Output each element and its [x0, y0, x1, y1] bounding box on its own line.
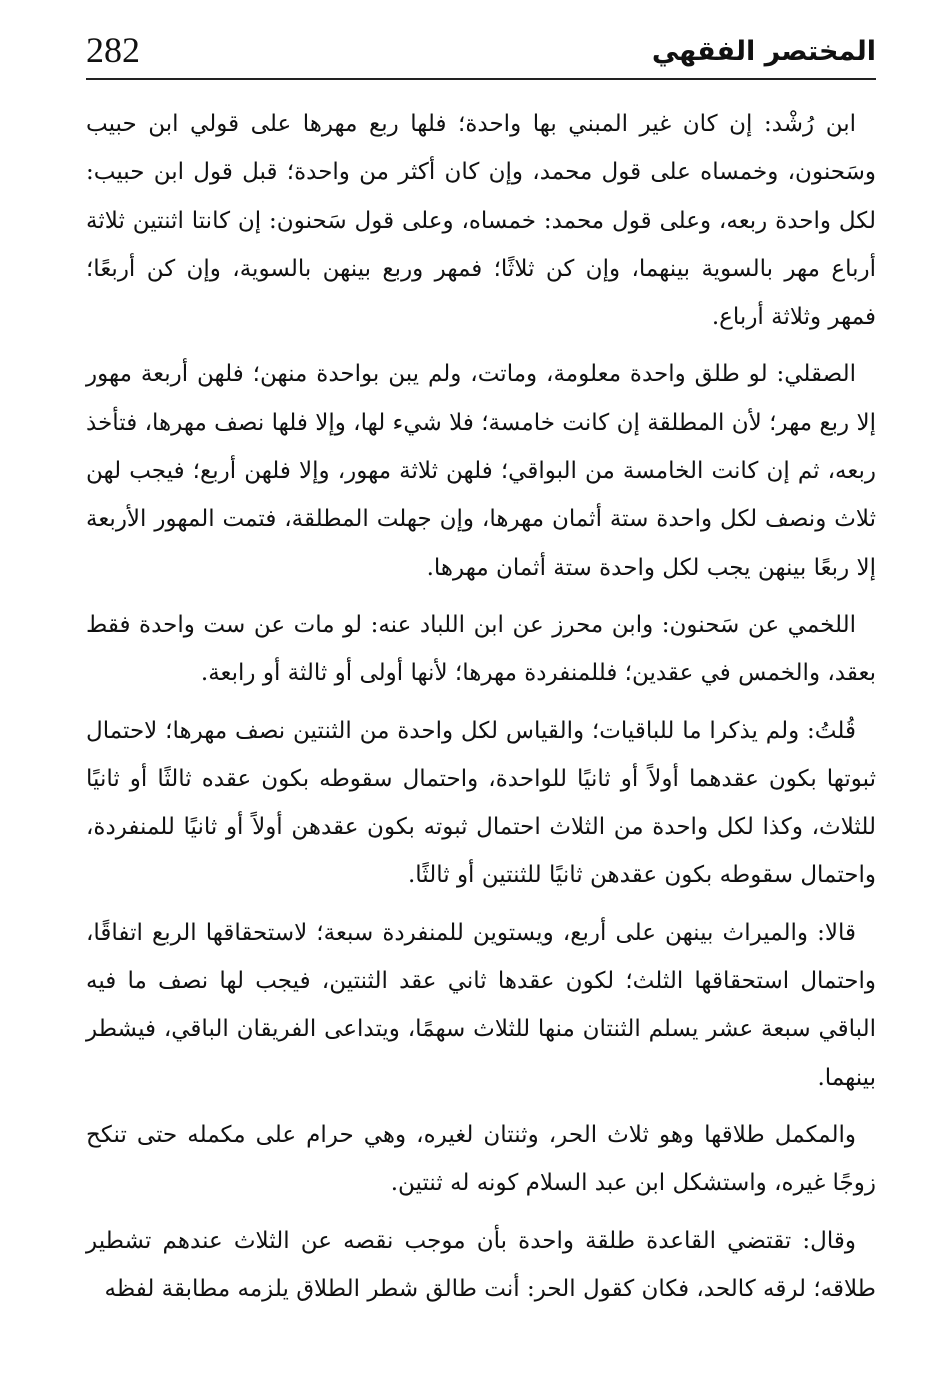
header-divider — [86, 78, 876, 80]
page-header — [86, 28, 876, 88]
paragraph-qala: قالا: والميراث بينهن على أربع، ويستوين للمنفردة سبعة؛ لاستحقاقها الربع اتفاقًا، واحتمال استحقاقها الثلث؛ لكون عقدها ثاني عقد الثنتين، فيجب لها نصف ما فيه الباقي سبعة عشر يسلم الثنتان منها للثلاث سهمًا، ويتداعى الفريقان الباقي، فيشطر بينهما. — [86, 919, 876, 1091]
paragraph-qultu: قُلتُ: ولم يذكرا ما للباقيات؛ والقياس لكل واحدة من الثنتين نصف مهرها؛ لاحتمال ثبوتها بكون عقدهما أولاً أو ثانيًا للواحدة، واحتمال سقوطه بكون عقده ثالثًا أو ثانيًا للثلاث، وكذا لكل واحدة من الثلاث احتمال ثبوته بكون عقدهن أولاً أو ثانيًا للمنفردة، واحتمال سقوطه بكون عقدهن ثانيًا للثنتين أو ثالثًا. — [86, 717, 876, 889]
running-title: المختصر الفقهي — [651, 36, 876, 67]
paragraph-siqilli: الصقلي: لو طلق واحدة معلومة، وماتت، ولم يبن بواحدة منهن؛ فلهن أربعة مهور إلا ربع مهر؛ لأن المطلقة إن كانت خامسة؛ فلا شيء لها، وإلا فلها نصف مهرها، فتأخذ ربعه، ثم إن كانت الخامسة من البواقي؛ فلهن ثلاثة مهور، وإلا فلهن أربع؛ فيجب لهن ثلاث ونصف لكل واحدة ستة أثمان مهرها، وإن جهلت المطلقة، فتمت المهور الأربعة إلا ربعًا بينهن يجب لكل واحدة ستة أثمان مهرها. — [86, 361, 876, 581]
paragraph-wa-qal: وقال: تقتضي القاعدة طلقة واحدة بأن موجب نقصه عن الثلاث عندهم تشطير طلاقه؛ لرقه كالحد، فكان كقول الحر: أنت طالق شطر الطلاق يلزمه مطابقة لفظه — [86, 1227, 876, 1302]
page-number: 282 — [86, 30, 140, 70]
paragraph-mukammil: والمكمل طلاقها وهو ثلاث الحر، وثنتان لغيره، وهي حرام على مكمله حتى تنكح زوجًا غيره، واستشكل ابن عبد السلام كونه له ثنتين. — [86, 1121, 876, 1197]
paragraph-lakhmi: اللخمي عن سَحنون: وابن محرز عن ابن اللباد عنه: لو مات عن ست واحدة فقط بعقد، والخمس في عقدين؛ فللمنفردة مهرها؛ لأنها أولى أو ثالثة أو رابعة. — [86, 611, 876, 687]
paragraph-ibn-rushd: ابن رُشْد: إن كان غير المبني بها واحدة؛ فلها ربع مهرها على قولي ابن حبيب وسَحنون، وخمساه على قول محمد، وإن كان أكثر من واحدة؛ قبل قول ابن حبيب: لكل واحدة ربعه، وعلى قول محمد: خمساه، وعلى قول سَحنون: إن كانتا اثنتين ثلاثة أرباع مهر بالسوية بينهما، وإن كن ثلاثًا؛ فمهر وربع بينهن بالسوية، وإن كن أربعًا؛ فمهر وثلاثة أرباع. — [86, 111, 876, 331]
page-body — [86, 100, 876, 1322]
